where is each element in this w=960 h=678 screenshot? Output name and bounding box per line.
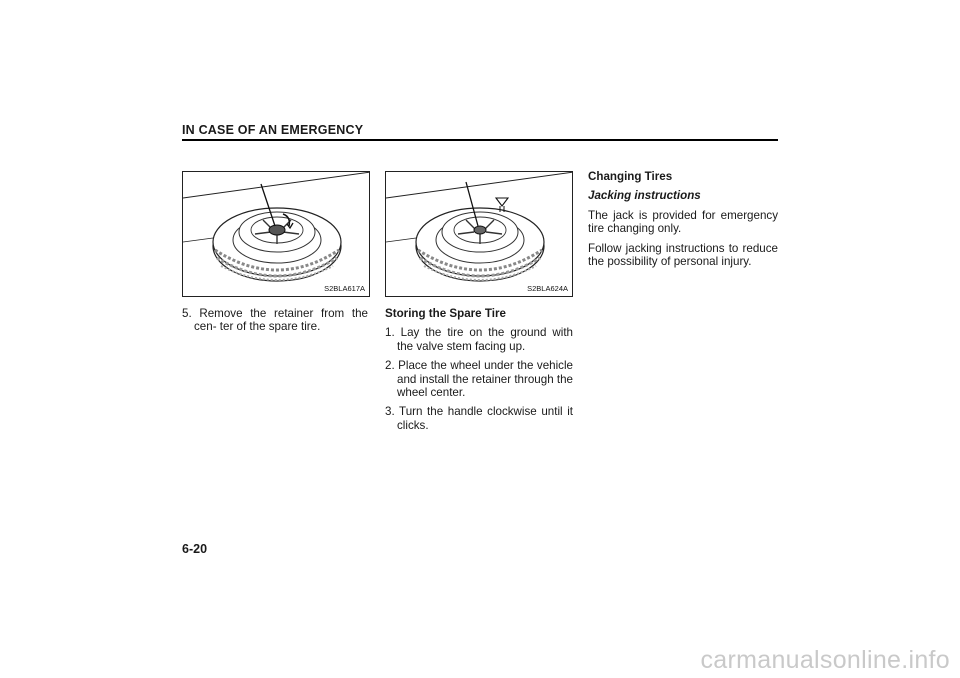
figure-remove-retainer [182,171,370,297]
instruction-step: 5. Remove the retainer from the cen- ter of the spare tire. [182,307,368,334]
spare-tire-illustration [183,172,370,297]
figure-store-spare-tire [385,171,573,297]
column-3 [588,170,778,274]
body-paragraph: The jack is provided for emergency tire changing only. [588,208,778,236]
header-rule [182,139,778,141]
figure-code: S2BLA624A [527,284,568,293]
watermark: carmanualsonline.info [700,646,950,674]
column-2 [385,307,573,438]
instruction-step: 3. Turn the handle clockwise until it clicks. [385,405,573,432]
section-heading: Storing the Spare Tire [385,307,506,320]
figure-code: S2BLA617A [324,284,365,293]
instruction-step: 2. Place the wheel under the vehicle and install the retainer through the wheel center. [385,359,573,400]
body-paragraph: Follow jacking instructions to reduce the possibility of personal injury. [588,241,778,269]
instruction-step: 1. Lay the tire on the ground with the valve stem facing up. [385,326,573,353]
section-title: IN CASE OF AN EMERGENCY [182,123,364,137]
column-1 [182,307,368,340]
page-number: 6-20 [182,542,208,556]
spare-tire-illustration [386,172,573,297]
subsection-heading: Jacking instructions [588,189,701,203]
section-heading: Changing Tires [588,170,673,183]
